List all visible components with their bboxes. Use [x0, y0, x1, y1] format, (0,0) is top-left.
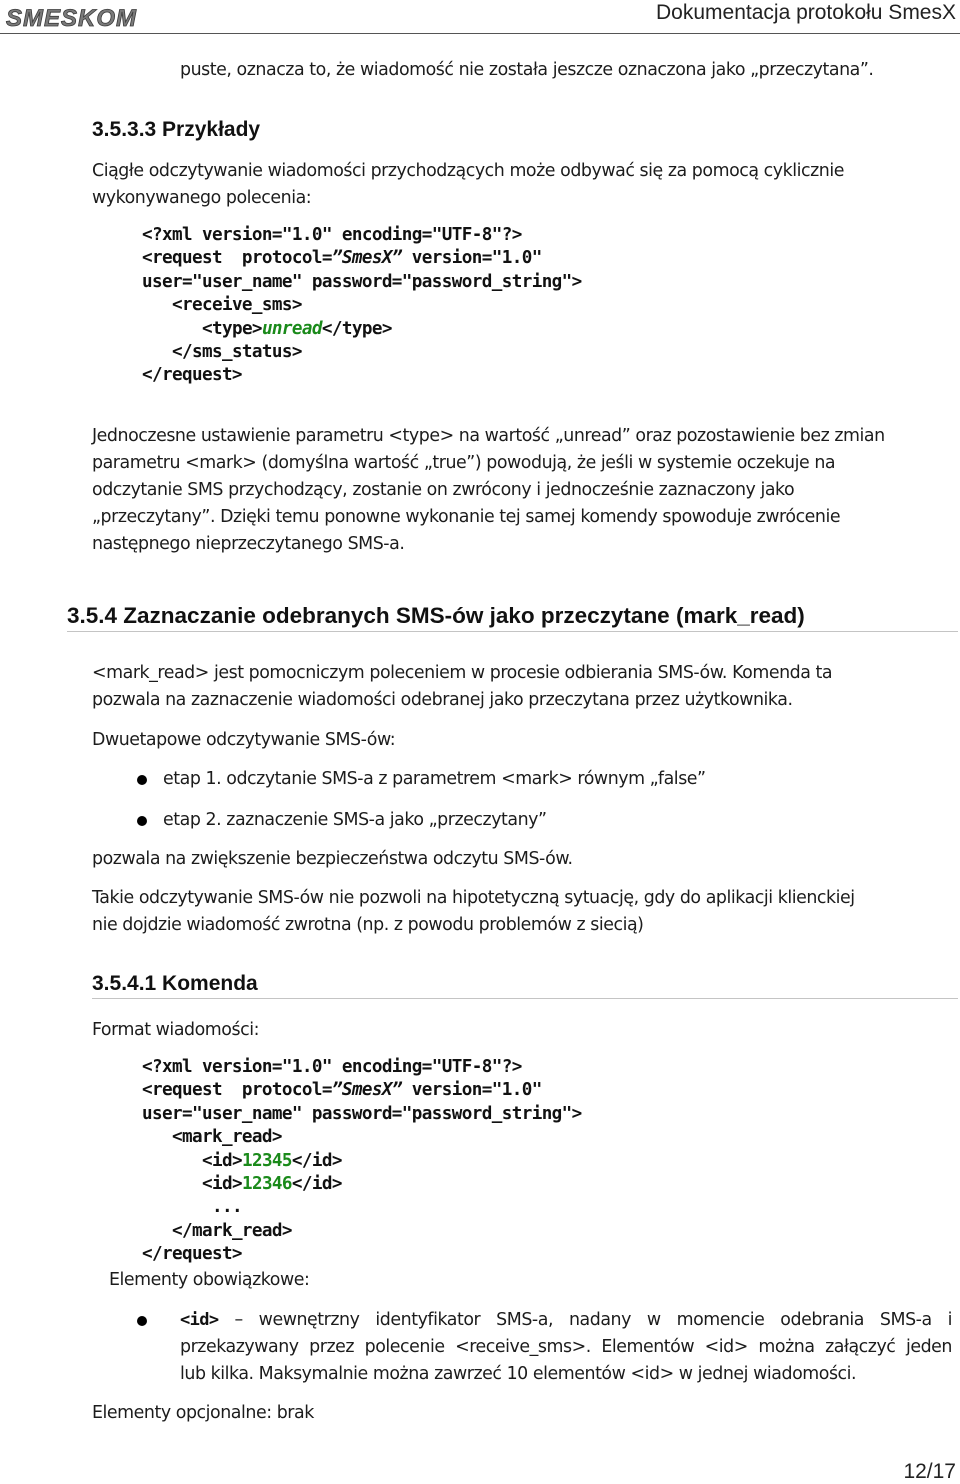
document-title: Dokumentacja protokołu SmesX [656, 1, 956, 24]
paragraph-line: pozwala na zaznaczenie wiadomości odebranej jako przeczytana przez użytkownika. [92, 690, 793, 710]
code-line: <request protocol=”SmesX” version="1.0" [142, 248, 542, 269]
code-value: unread [261, 318, 322, 339]
bullet-icon [137, 1316, 147, 1326]
heading-354: 3.5.4 Zaznaczanie odebranych SMS-ów jako przeczytane (mark_read) [67, 603, 805, 628]
paragraph-line: Jednoczesne ustawienie parametru <type> na wartość „unread” oraz pozostawienie bez zmian [92, 426, 885, 446]
heading-rule [67, 631, 958, 632]
heading-3533: 3.5.3.3 Przykłady [92, 118, 261, 141]
paragraph-line: pozwala na zwiększenie bezpieczeństwa odczytu SMS-ów. [92, 849, 573, 869]
bullet-icon [137, 816, 147, 826]
list-item: etap 2. zaznaczenie SMS-a jako „przeczytany” [163, 810, 547, 830]
code-block-mark-read [142, 1056, 582, 1267]
paragraph-line: <mark_read> jest pomocniczym poleceniem w procesie odbierania SMS-ów. Komenda ta [92, 663, 833, 683]
code-line: user="user_name" password="password_string"> [142, 1103, 582, 1124]
required-item-line: <id> – wewnętrzny identyfikator SMS-a, nadany w momencie odebrania SMS-a i [180, 1310, 953, 1330]
paragraph-line: Takie odczytywanie SMS-ów nie pozwoli na hipotetyczną sytuację, gdy do aplikacji klienckiej [92, 888, 855, 908]
header-divider [0, 33, 960, 34]
paragraph-line: Ciągłe odczytywanie wiadomości przychodzących może odbywać się za pomocą cyklicznie [92, 161, 844, 181]
required-item [180, 1307, 952, 1388]
heading-3541: 3.5.4.1 Komenda [92, 972, 258, 995]
code-line: user="user_name" password="password_string"> [142, 271, 582, 292]
paragraph-line: odczytanie SMS przychodzący, zostanie on zwrócony i jednocześnie zaznaczony jako [92, 480, 795, 500]
code-line: </request> [142, 1244, 242, 1265]
code-line: <type>unread</type> [201, 318, 392, 339]
required-label: Elementy obowiązkowe: [109, 1270, 310, 1290]
bullet-icon [137, 775, 147, 785]
intro-line: puste, oznacza to, że wiadomość nie została jeszcze oznaczona jako „przeczytana”. [180, 60, 874, 80]
code-line: <receive_sms> [171, 295, 302, 316]
code-value: 12346 [241, 1174, 292, 1195]
paragraph-line: parametru <mark> (domyślna wartość „true”) powodują, że jeśli w systemie oczekuje na [92, 453, 836, 473]
paragraph-line: nie dojdzie wiadomość zwrotna (np. z powodu problemów z siecią) [92, 915, 644, 935]
code-value: 12345 [241, 1150, 292, 1171]
optional-label: Elementy opcjonalne: brak [92, 1403, 314, 1423]
required-item-line: przekazywany przez polecenie <receive_sms>. Elementów <id> można załączyć jeden [180, 1337, 952, 1357]
heading-rule [92, 998, 958, 999]
format-label: Format wiadomości: [92, 1020, 259, 1040]
code-line: <id>12346</id> [201, 1174, 342, 1195]
paragraph-line: „przeczytany”. Dzięki temu ponowne wykonanie tej samej komendy spowoduje zwrócenie [92, 507, 841, 527]
code-line: <?xml version="1.0" encoding="UTF-8"?> [142, 225, 522, 245]
code-line: <request protocol=”SmesX” version="1.0" [142, 1080, 542, 1101]
code-line: <?xml version="1.0" encoding="UTF-8"?> [142, 1057, 522, 1077]
svg-text:SMESKOM: SMESKOM [6, 5, 138, 30]
paragraph-line: Dwuetapowe odczytywanie SMS-ów: [92, 730, 396, 750]
smeskom-logo [4, 4, 162, 30]
code-line: </request> [142, 365, 242, 386]
page-number: 12/17 [903, 1460, 956, 1483]
code-line: ... [211, 1197, 242, 1218]
required-item-line: lub kilka. Maksymalnie można zawrzeć 10 elementów <id> w jednej wiadomości. [180, 1364, 857, 1384]
code-line: <mark_read> [171, 1127, 282, 1148]
paragraph-line: wykonywanego polecenia: [92, 188, 312, 208]
list-item: etap 1. odczytanie SMS-a z parametrem <mark> równym „false” [163, 769, 706, 789]
code-line: </sms_status> [171, 342, 302, 363]
paragraph-line: następnego nieprzeczytanego SMS-a. [92, 534, 405, 554]
id-tag: <id> [180, 1310, 219, 1330]
code-line: </mark_read> [171, 1220, 292, 1241]
code-line: <id>12345</id> [201, 1150, 342, 1171]
code-block-receive [142, 224, 582, 388]
